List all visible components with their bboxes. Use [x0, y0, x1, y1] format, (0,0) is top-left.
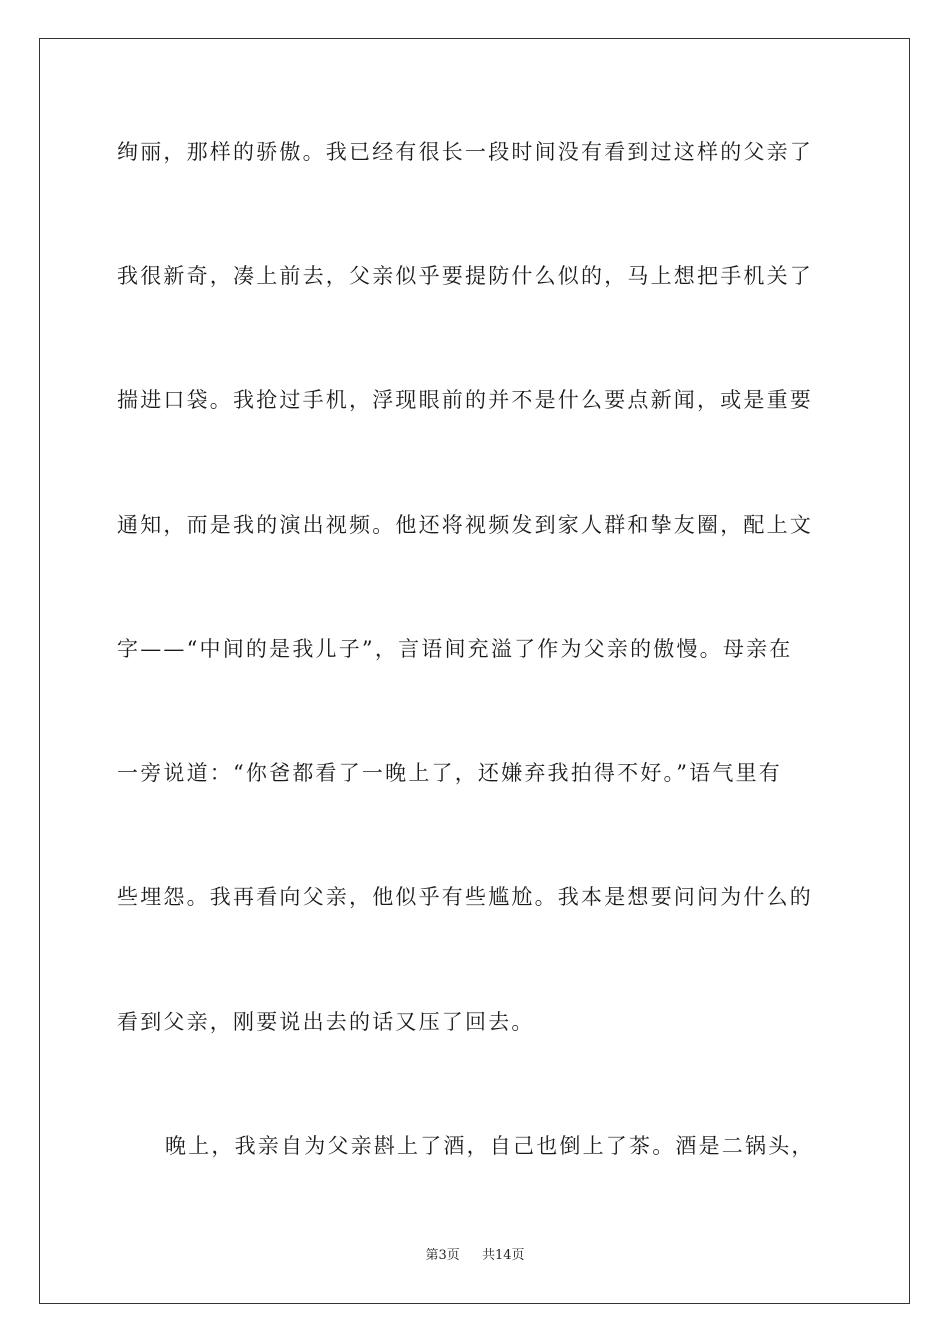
body-text-line: 些埋怨。我再看向父亲，他似乎有些尴尬。我本是想要问问为什么的: [117, 885, 813, 909]
body-text-line: 一旁说道：“你爸都看了一晚上了，还嫌弃我拍得不好。”语气里有: [117, 761, 782, 785]
page-footer: [0, 1246, 950, 1266]
body-text-line: 看到父亲，刚要说出去的话又压了回去。: [117, 1010, 535, 1034]
body-text-line: 通知，而是我的演出视频。他还将视频发到家人群和挚友圈，配上文: [117, 513, 813, 537]
paragraph-first-line: 晚上，我亲自为父亲斟上了酒，自己也倒上了茶。酒是二锅头，: [165, 1134, 815, 1158]
body-text-line: 揣进口袋。我抢过手机，浮现眼前的并不是什么要点新闻，或是重要: [117, 388, 813, 412]
page-number: 第3页: [425, 1248, 460, 1263]
page-border: [39, 38, 910, 1304]
body-text-line: 绚丽，那样的骄傲。我已经有很长一段时间没有看到过这样的父亲了: [117, 140, 813, 164]
body-text-line: 我很新奇，凑上前去，父亲似乎要提防什么似的，马上想把手机关了: [117, 264, 813, 288]
page-total: 共14页: [482, 1248, 525, 1263]
body-text-line: 字——“中间的是我儿子”，言语间充溢了作为父亲的傲慢。母亲在: [117, 637, 793, 661]
